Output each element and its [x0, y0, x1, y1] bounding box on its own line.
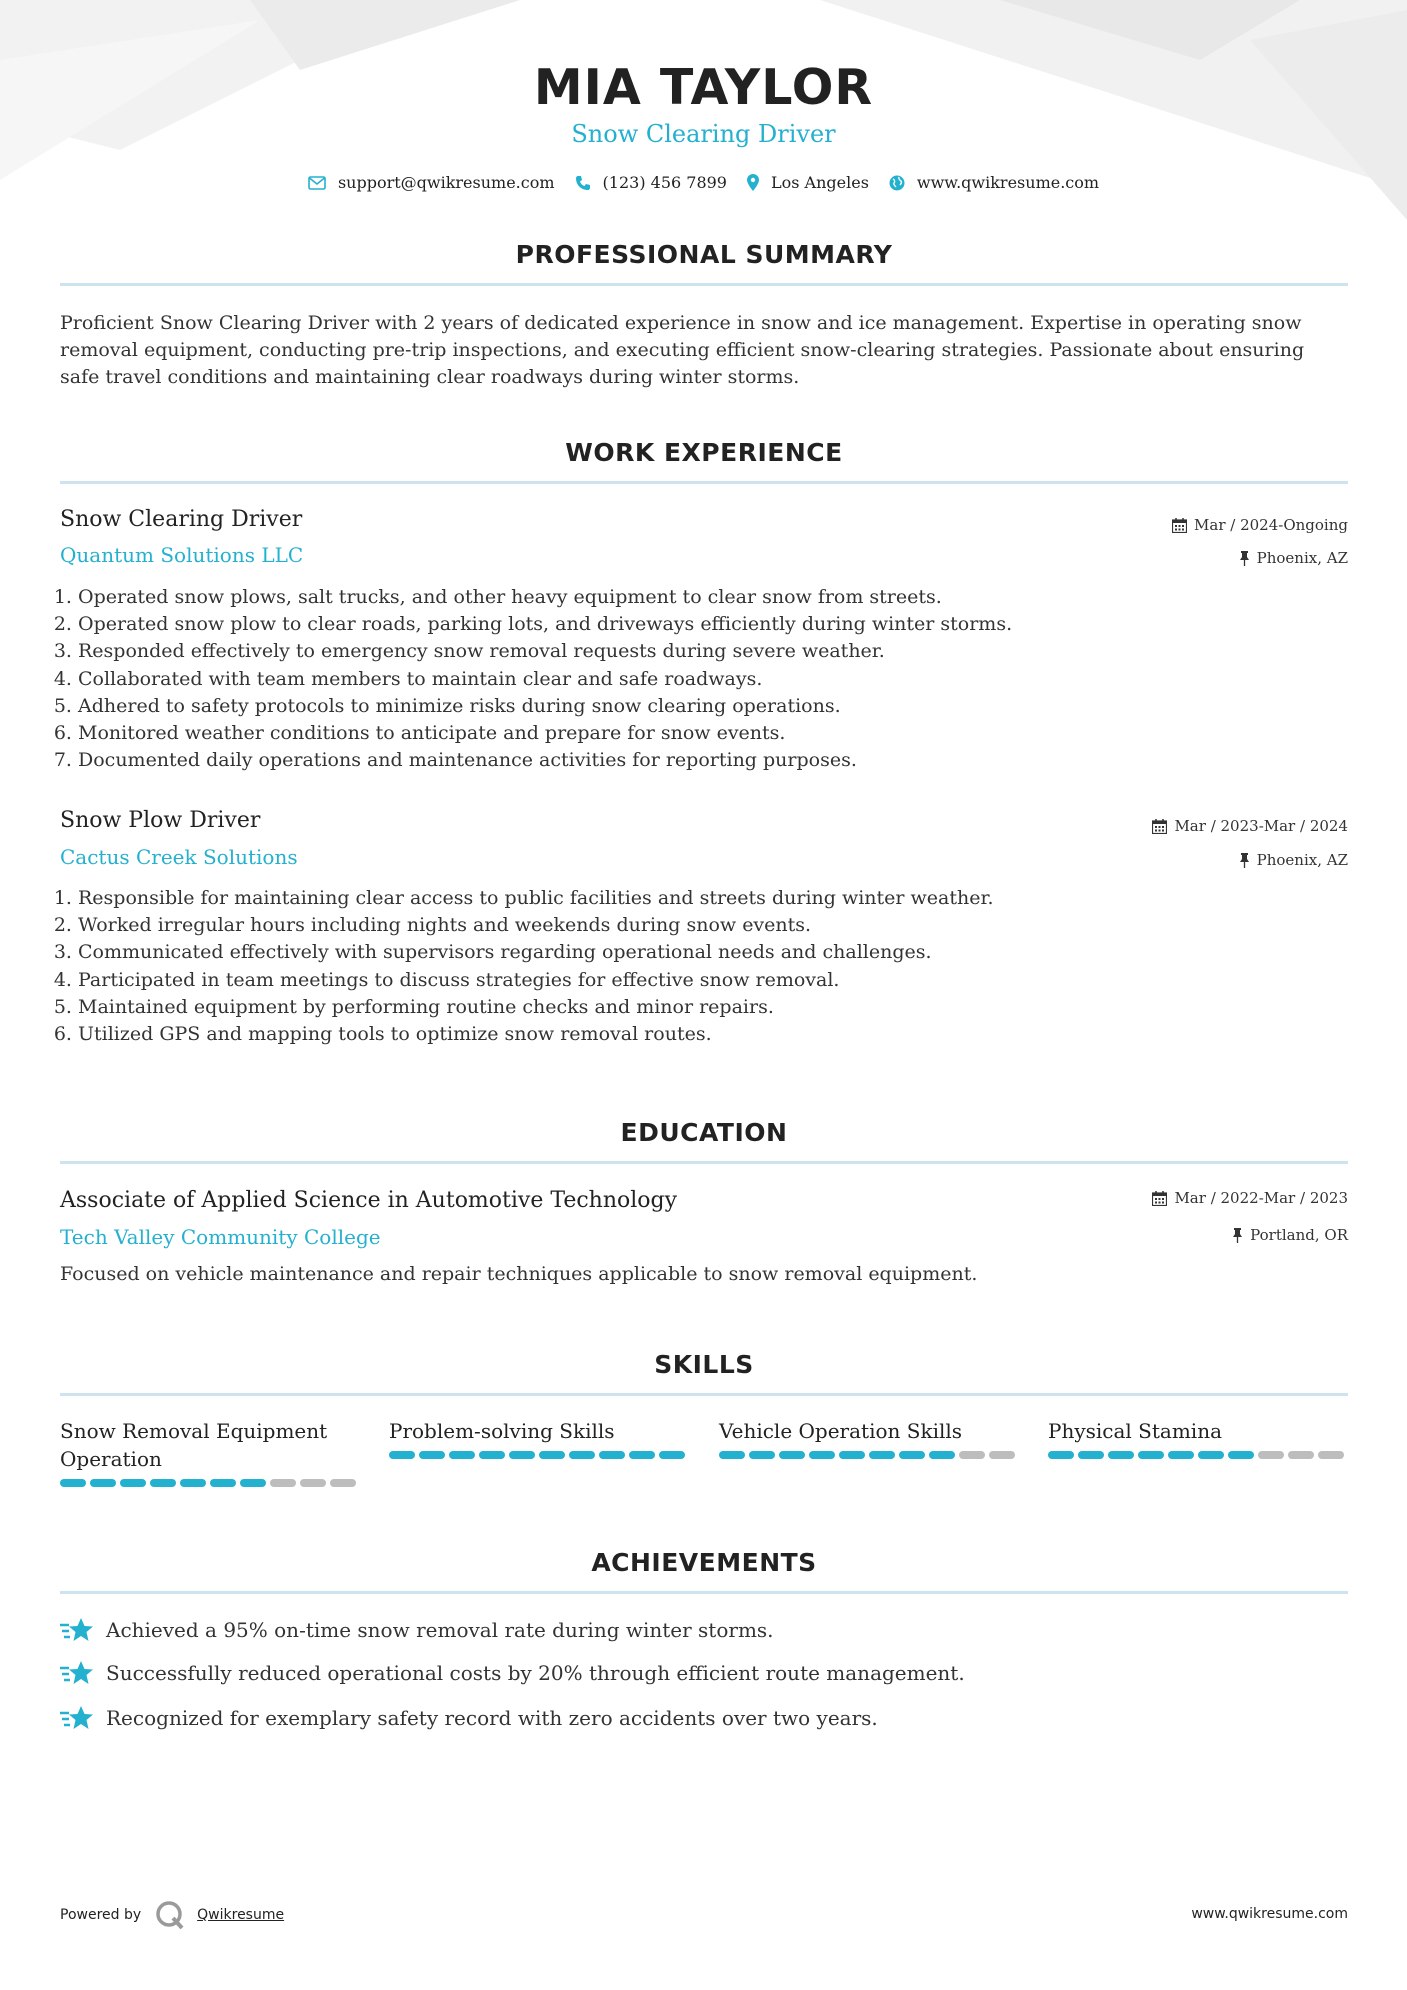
summary-text: Proficient Snow Clearing Driver with 2 years of dedicated experience in snow and ice management. Expertise in operating snow removal equipment, conducting pre-trip inspections, and executing efficient snow-clearing strategies. Passionate about ensuring safe travel conditions and maintaining clear roadways during winter storms. — [60, 312, 1305, 388]
skill-level-segment — [240, 1479, 266, 1487]
job-dates — [1172, 516, 1348, 534]
pin-icon — [1239, 551, 1250, 566]
candidate-title: Snow Clearing Driver — [571, 120, 836, 148]
job-title: Snow Clearing Driver — [60, 507, 303, 532]
school-name: Tech Valley Community College — [60, 1225, 381, 1249]
education-description: Focused on vehicle maintenance and repair techniques applicable to snow removal equipment. — [60, 1263, 978, 1285]
skill-level-segment — [1318, 1451, 1344, 1459]
powered-by-label: Powered by — [60, 1907, 142, 1923]
resume-header — [0, 58, 1407, 148]
summary-heading: PROFESSIONAL SUMMARY — [515, 240, 893, 269]
job-title: Snow Plow Driver — [60, 808, 261, 833]
footer-website[interactable]: www.qwikresume.com — [1191, 1906, 1348, 1922]
skill-level-segment — [659, 1451, 685, 1459]
achievement-text: Achieved a 95% on-time snow removal rate during winter storms. — [106, 1618, 774, 1642]
star-achievement-icon — [60, 1659, 94, 1687]
globe-icon — [889, 175, 905, 191]
job-dates — [1152, 817, 1348, 835]
qwikresume-logo-icon — [155, 1900, 185, 1930]
achievement-item — [60, 1704, 878, 1732]
list-item: 1. Responsible for maintaining clear access to public facilities and streets during winter weather. — [78, 885, 994, 912]
degree-title: Associate of Applied Science in Automotive Technology — [60, 1188, 678, 1213]
skill-level-segment — [210, 1479, 236, 1487]
skill-level-segment — [569, 1451, 595, 1459]
summary-divider — [60, 283, 1348, 286]
skill-level-segment — [899, 1451, 925, 1459]
list-item: 4. Participated in team meetings to discuss strategies for effective snow removal. — [78, 967, 994, 994]
brand-link[interactable]: Qwikresume — [197, 1907, 285, 1923]
contact-bar — [0, 173, 1407, 192]
skill-level-segment — [989, 1451, 1015, 1459]
skill-level-segment — [300, 1479, 326, 1487]
contact-email[interactable] — [308, 173, 555, 192]
skill-level-segment — [629, 1451, 655, 1459]
mail-icon — [308, 176, 326, 190]
achievement-item — [60, 1659, 965, 1687]
achievements-divider — [60, 1591, 1348, 1594]
skill-level-segment — [929, 1451, 955, 1459]
skill-level-segment — [449, 1451, 475, 1459]
skill-level-segment — [1288, 1451, 1314, 1459]
skill-level-segment — [1138, 1451, 1164, 1459]
footer-powered-by — [60, 1900, 284, 1930]
skill-item — [60, 1417, 360, 1487]
email-text: support@qwikresume.com — [337, 173, 555, 192]
company-name: Quantum Solutions LLC — [60, 543, 304, 567]
skill-level-bar — [719, 1451, 1019, 1459]
job-dates-text: Mar / 2023-Mar / 2024 — [1174, 817, 1348, 835]
pin-icon — [1232, 1228, 1243, 1243]
achievement-item — [60, 1616, 774, 1644]
calendar-icon — [1152, 819, 1167, 834]
skill-level-segment — [150, 1479, 176, 1487]
skill-level-segment — [869, 1451, 895, 1459]
skill-level-segment — [120, 1479, 146, 1487]
skill-name: Problem-solving Skills — [389, 1419, 615, 1443]
location-text: Los Angeles — [770, 173, 869, 192]
skill-item — [389, 1417, 689, 1459]
skill-level-segment — [1228, 1451, 1254, 1459]
achievement-text: Successfully reduced operational costs by 20% through efficient route management. — [106, 1661, 965, 1685]
job-location-text: Phoenix, AZ — [1256, 851, 1348, 869]
skill-name: Physical Stamina — [1048, 1419, 1223, 1443]
skill-level-segment — [959, 1451, 985, 1459]
calendar-icon — [1152, 1191, 1167, 1206]
star-achievement-icon — [60, 1616, 94, 1644]
job-dates-text: Mar / 2024-Ongoing — [1194, 516, 1348, 534]
skill-name: Vehicle Operation Skills — [719, 1419, 963, 1443]
job-2-responsibilities — [60, 885, 994, 1048]
skills-heading: SKILLS — [654, 1350, 754, 1379]
list-item: 4. Collaborated with team members to maintain clear and safe roadways. — [78, 666, 1012, 693]
job-location — [1239, 851, 1348, 869]
map-pin-icon — [747, 174, 759, 191]
education-location — [1232, 1226, 1348, 1244]
skill-level-segment — [1198, 1451, 1224, 1459]
job-location-text: Phoenix, AZ — [1256, 549, 1348, 567]
list-item: 3. Communicated effectively with supervisors regarding operational needs and challenges. — [78, 939, 994, 966]
website-text: www.qwikresume.com — [916, 173, 1100, 192]
skill-level-segment — [839, 1451, 865, 1459]
skill-level-bar — [60, 1479, 360, 1487]
skills-divider — [60, 1393, 1348, 1396]
skill-level-segment — [1108, 1451, 1134, 1459]
company-name: Cactus Creek Solutions — [60, 845, 298, 869]
star-achievement-icon — [60, 1704, 94, 1732]
skill-level-segment — [1048, 1451, 1074, 1459]
skill-level-segment — [90, 1479, 116, 1487]
skill-level-segment — [719, 1451, 745, 1459]
contact-phone[interactable] — [575, 173, 727, 192]
skill-name: Snow Removal Equipment Operation — [60, 1419, 328, 1471]
list-item: 5. Adhered to safety protocols to minimize risks during snow clearing operations. — [78, 693, 1012, 720]
list-item: 7. Documented daily operations and maintenance activities for reporting purposes. — [78, 747, 1012, 774]
achievement-text: Recognized for exemplary safety record with zero accidents over two years. — [106, 1706, 878, 1730]
skill-level-segment — [270, 1479, 296, 1487]
contact-location — [747, 173, 869, 192]
skill-level-segment — [1258, 1451, 1284, 1459]
skill-level-segment — [389, 1451, 415, 1459]
contact-website[interactable] — [889, 173, 1099, 192]
skill-item — [719, 1417, 1019, 1459]
list-item: 3. Responded effectively to emergency snow removal requests during severe weather. — [78, 638, 1012, 665]
skill-level-bar — [389, 1451, 689, 1459]
skill-level-segment — [419, 1451, 445, 1459]
skill-level-segment — [539, 1451, 565, 1459]
list-item: 2. Worked irregular hours including nights and weekends during snow events. — [78, 912, 994, 939]
skill-level-segment — [779, 1451, 805, 1459]
education-dates — [1152, 1189, 1348, 1207]
list-item: 1. Operated snow plows, salt trucks, and other heavy equipment to clear snow from streets. — [78, 584, 1012, 611]
list-item: 5. Maintained equipment by performing routine checks and minor repairs. — [78, 994, 994, 1021]
skill-level-segment — [479, 1451, 505, 1459]
skill-level-segment — [509, 1451, 535, 1459]
calendar-icon — [1172, 518, 1187, 533]
skill-level-segment — [809, 1451, 835, 1459]
education-location-text: Portland, OR — [1250, 1226, 1348, 1244]
job-1-responsibilities — [60, 584, 1012, 774]
achievements-heading: ACHIEVEMENTS — [591, 1548, 817, 1577]
skill-level-segment — [180, 1479, 206, 1487]
skill-level-segment — [1168, 1451, 1194, 1459]
skill-level-bar — [1048, 1451, 1348, 1459]
skill-item — [1048, 1417, 1348, 1459]
phone-icon — [575, 175, 591, 191]
education-dates-text: Mar / 2022-Mar / 2023 — [1174, 1189, 1348, 1207]
pin-icon — [1239, 853, 1250, 868]
experience-heading: WORK EXPERIENCE — [565, 438, 843, 467]
skill-level-segment — [60, 1479, 86, 1487]
education-divider — [60, 1161, 1348, 1164]
job-location — [1239, 549, 1348, 567]
list-item: 2. Operated snow plow to clear roads, parking lots, and driveways efficiently during winter storms. — [78, 611, 1012, 638]
experience-divider — [60, 481, 1348, 484]
skill-level-segment — [330, 1479, 356, 1487]
candidate-name: MIA TAYLOR — [533, 59, 874, 116]
skill-level-segment — [1078, 1451, 1104, 1459]
phone-text: (123) 456 7899 — [602, 173, 727, 192]
skill-level-segment — [599, 1451, 625, 1459]
list-item: 6. Utilized GPS and mapping tools to optimize snow removal routes. — [78, 1021, 994, 1048]
list-item: 6. Monitored weather conditions to anticipate and prepare for snow events. — [78, 720, 1012, 747]
skill-level-segment — [749, 1451, 775, 1459]
education-heading: EDUCATION — [620, 1118, 788, 1147]
